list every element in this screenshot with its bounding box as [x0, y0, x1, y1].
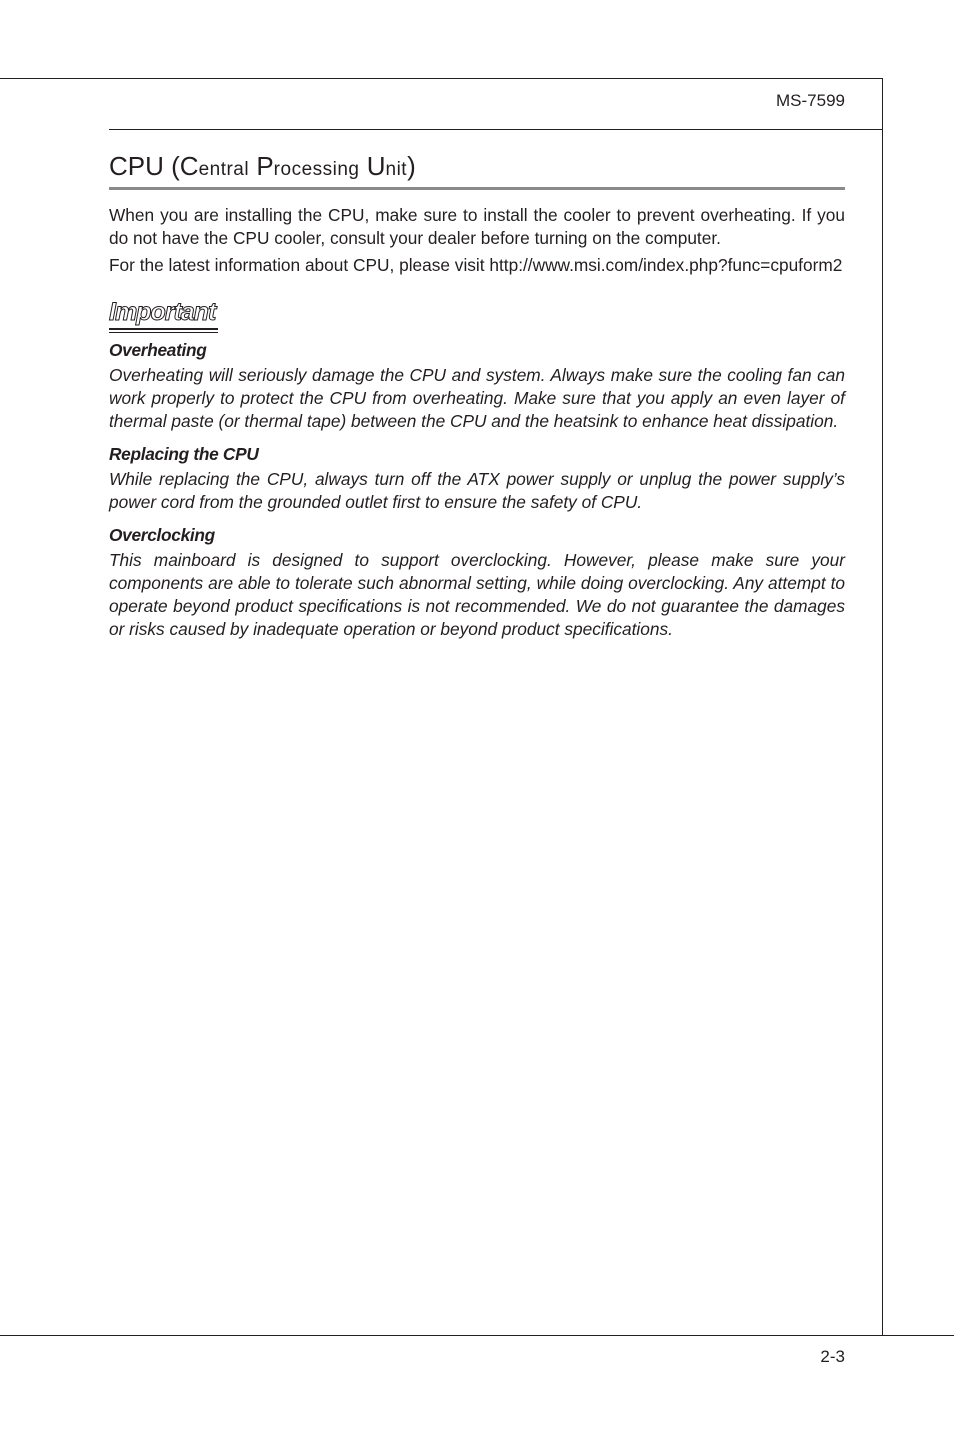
note-heading-replacing: Replacing the CPU [109, 444, 259, 464]
info-paragraph: For the latest information about CPU, please visit http://www.msi.com/index.php?func=cpuform2 [109, 255, 843, 275]
note-body-overclocking: This mainboard is designed to support overclocking. However, please make sure your components are able to tolerate such abnormal setting, while doing overclocking. Any attempt to operate beyond product specifications is not recommended. We do not guarantee the damages or risks caused by inadequate operation or beyond product specifications. [109, 550, 845, 639]
section-title [109, 150, 845, 190]
note-body-replacing: While replacing the CPU, always turn off the ATX power supply or unplug the power supply’s power cord from the grounded outlet first to ensure the safety of CPU. [109, 469, 845, 512]
important-label: Important [109, 297, 218, 330]
note-heading-overclocking: Overclocking [109, 525, 215, 545]
title-suffix: ) [407, 151, 416, 181]
title-u: U [366, 151, 386, 181]
bottom-rule [0, 1335, 954, 1336]
title-p: P [256, 151, 274, 181]
model-number: MS-7599 [776, 91, 845, 110]
note-body-overheating: Overheating will seriously damage the CPU and system. Always make sure the cooling fan can work properly to protect the CPU from overheating. Make sure that you apply an even layer of thermal paste (or thermal tape) between the CPU and the heatsink to enhance heat dissipation. [109, 365, 845, 431]
important-underline [109, 332, 218, 333]
page-number: 2-3 [820, 1347, 845, 1366]
title-rocessing: rocessing [273, 159, 360, 180]
important-banner [109, 297, 218, 333]
right-margin-rule [882, 78, 883, 1335]
page-content [109, 150, 845, 641]
title-prefix: CPU ( [109, 151, 180, 181]
title-nit: nit [385, 159, 408, 180]
title-entral: entral [198, 159, 250, 180]
header-rule [109, 129, 883, 130]
intro-paragraph: When you are installing the CPU, make sure to install the cooler to prevent overheating. If you do not have the CPU cooler, consult your dealer before turning on the computer. [109, 205, 845, 248]
top-rule [0, 78, 883, 79]
title-c: C [179, 151, 199, 181]
note-heading-overheating: Overheating [109, 340, 207, 360]
